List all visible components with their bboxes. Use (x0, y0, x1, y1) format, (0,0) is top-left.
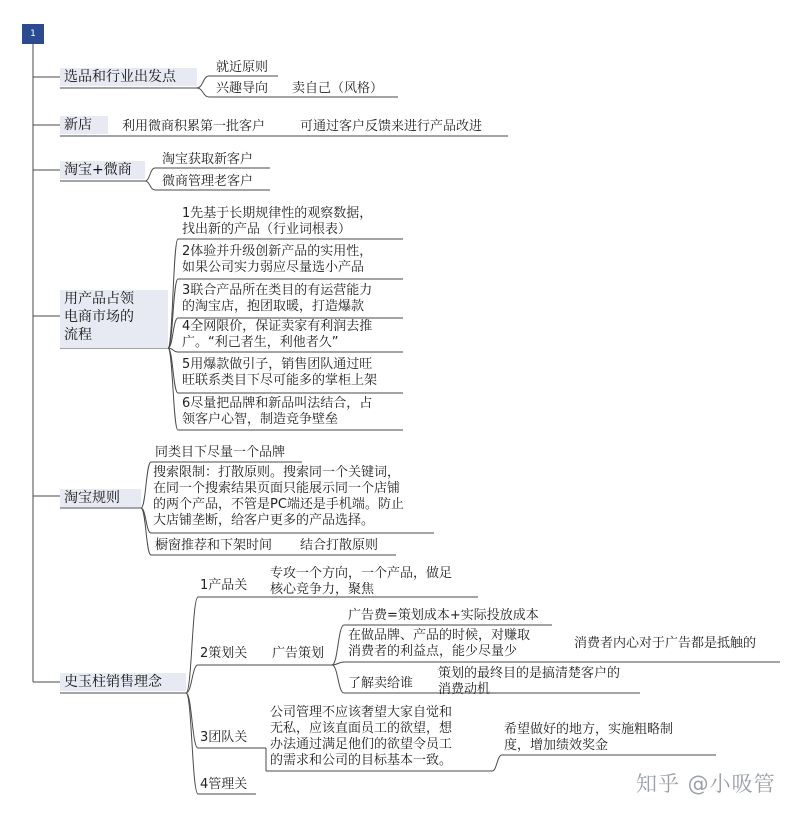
step-6[interactable] (182, 396, 372, 428)
leaf-consumer-resistance[interactable]: 消费者内心对于广告都是抵触的 (574, 636, 757, 651)
step-6-line-1: 6尽量把品牌和新品叫法结合，占 (182, 396, 373, 411)
leaf-performance-bonus[interactable] (504, 722, 673, 754)
leaf-one-brand-per-category[interactable]: 同类目下尽量一个品牌 (155, 445, 286, 460)
step-6-line-2: 领客户心智，制造竞争壁垒 (182, 412, 339, 427)
leaf-combine-scatter[interactable]: 结合打散原则 (300, 538, 379, 553)
search-limit-line-3: 的两个产品，不管是PC端还是手机端。防止 (153, 497, 404, 512)
step-5[interactable] (182, 357, 377, 389)
leaf-min-benefit[interactable] (348, 628, 530, 660)
node-management-gate[interactable]: 4管理关 (200, 777, 248, 792)
focus-core-line-1: 专攻一个方向，一个产品，做足 (270, 566, 453, 581)
step-4-line-2: 广。“利己者生，利他者久” (182, 335, 339, 350)
leaf-sell-yourself-style[interactable]: 卖自己（风格） (292, 81, 384, 96)
step-4[interactable] (182, 319, 372, 351)
purchase-motive-line-1: 策划的最终目的是搞清楚客户的 (438, 666, 621, 681)
branch-taobao-rules[interactable]: 淘宝规则 (60, 489, 141, 507)
purchase-motive-line-2: 消费动机 (438, 682, 491, 697)
step-2[interactable] (182, 244, 372, 276)
search-limit-line-2: 在同一个搜索结果页面只能展示同一个店铺 (153, 481, 401, 496)
min-benefit-line-1: 在做品牌、产品的时候，对赚取 (348, 628, 531, 643)
step-2-line-1: 2体验并升级创新产品的实用性， (182, 244, 373, 259)
step-5-line-2: 旺联系类目下尽可能多的掌柜上架 (182, 373, 378, 388)
leaf-interest-oriented[interactable]: 兴趣导向 (216, 81, 269, 96)
employee-desire-line-2: 无私，应该直面员工的欲望，想 (270, 721, 453, 736)
node-know-buyer[interactable]: 了解卖给谁 (348, 676, 414, 691)
leaf-employee-desire[interactable] (270, 705, 452, 769)
performance-bonus-line-2: 度，增加绩效奖金 (504, 738, 609, 753)
search-limit-line-4: 大店铺垄断，给客户更多的产品选择。 (153, 513, 375, 528)
employee-desire-line-3: 办法通过满足他们的欲望令员工 (270, 737, 453, 752)
employee-desire-line-1: 公司管理不应该奢望大家自觉和 (270, 705, 453, 720)
branch-market-process[interactable] (60, 290, 168, 348)
step-3[interactable] (182, 283, 372, 315)
performance-bonus-line-1: 希望做好的地方，实施粗略制 (504, 722, 674, 737)
branch-market-process-line-1: 用产品占领 (64, 291, 134, 307)
leaf-ad-cost[interactable]: 广告费=策划成本+实际投放成本 (348, 608, 539, 623)
step-1-line-2: 找出新的产品（行业词根表） (182, 222, 352, 237)
branch-product-selection[interactable]: 选品和行业出发点 (60, 68, 197, 86)
step-4-line-1: 4全网限价，保证卖家有利润去推 (182, 319, 373, 334)
leaf-proximity-principle[interactable]: 就近原则 (216, 60, 269, 75)
step-1-line-1: 1先基于长期规律性的观察数据， (182, 206, 373, 221)
step-5-line-1: 5用爆款做引子，销售团队通过旺 (182, 357, 373, 372)
employee-desire-line-4: 的需求和公司的目标基本一致。 (270, 753, 453, 768)
leaf-search-limit[interactable] (153, 465, 404, 529)
branch-taobao-wechat[interactable]: 淘宝+微商 (60, 161, 145, 179)
search-limit-line-1: 搜索限制：打散原则。搜索同一个关键词， (153, 465, 401, 480)
leaf-purchase-motive[interactable] (438, 666, 620, 698)
step-2-line-2: 如果公司实力弱应尽量选小产品 (182, 260, 365, 275)
watermark: 知乎 @小吸管 (636, 772, 776, 796)
focus-core-line-2: 核心竞争力，聚焦 (270, 582, 375, 597)
leaf-focus-core[interactable] (270, 566, 452, 598)
leaf-taobao-new-customers[interactable]: 淘宝获取新客户 (162, 152, 254, 167)
root-node[interactable]: 1 (22, 24, 44, 44)
leaf-feedback-improvement[interactable]: 可通过客户反馈来进行产品改进 (300, 119, 483, 134)
node-planning-gate[interactable]: 2策划关 (200, 646, 248, 661)
step-1[interactable] (182, 206, 372, 238)
node-product-gate[interactable]: 1产品关 (200, 578, 248, 593)
branch-market-process-line-3: 流程 (64, 327, 92, 343)
step-3-line-2: 的淘宝店，抱团取暖，打造爆款 (182, 299, 365, 314)
branch-new-store[interactable]: 新店 (60, 116, 108, 134)
min-benefit-line-2: 消费者的利益点，能少尽量少 (348, 644, 518, 659)
node-ad-planning[interactable]: 广告策划 (272, 646, 325, 661)
leaf-wechat-first-customers[interactable]: 利用微商积累第一批客户 (122, 119, 266, 134)
branch-market-process-line-2: 电商市场的 (64, 309, 134, 325)
step-3-line-1: 3联合产品所在类目的有运营能力 (182, 283, 373, 298)
leaf-window-recommend[interactable]: 橱窗推荐和下架时间 (155, 538, 273, 553)
node-team-gate[interactable]: 3团队关 (200, 730, 248, 745)
branch-sales-philosophy[interactable]: 史玉柱销售理念 (60, 673, 186, 691)
leaf-wechat-old-customers[interactable]: 微商管理老客户 (162, 174, 254, 189)
